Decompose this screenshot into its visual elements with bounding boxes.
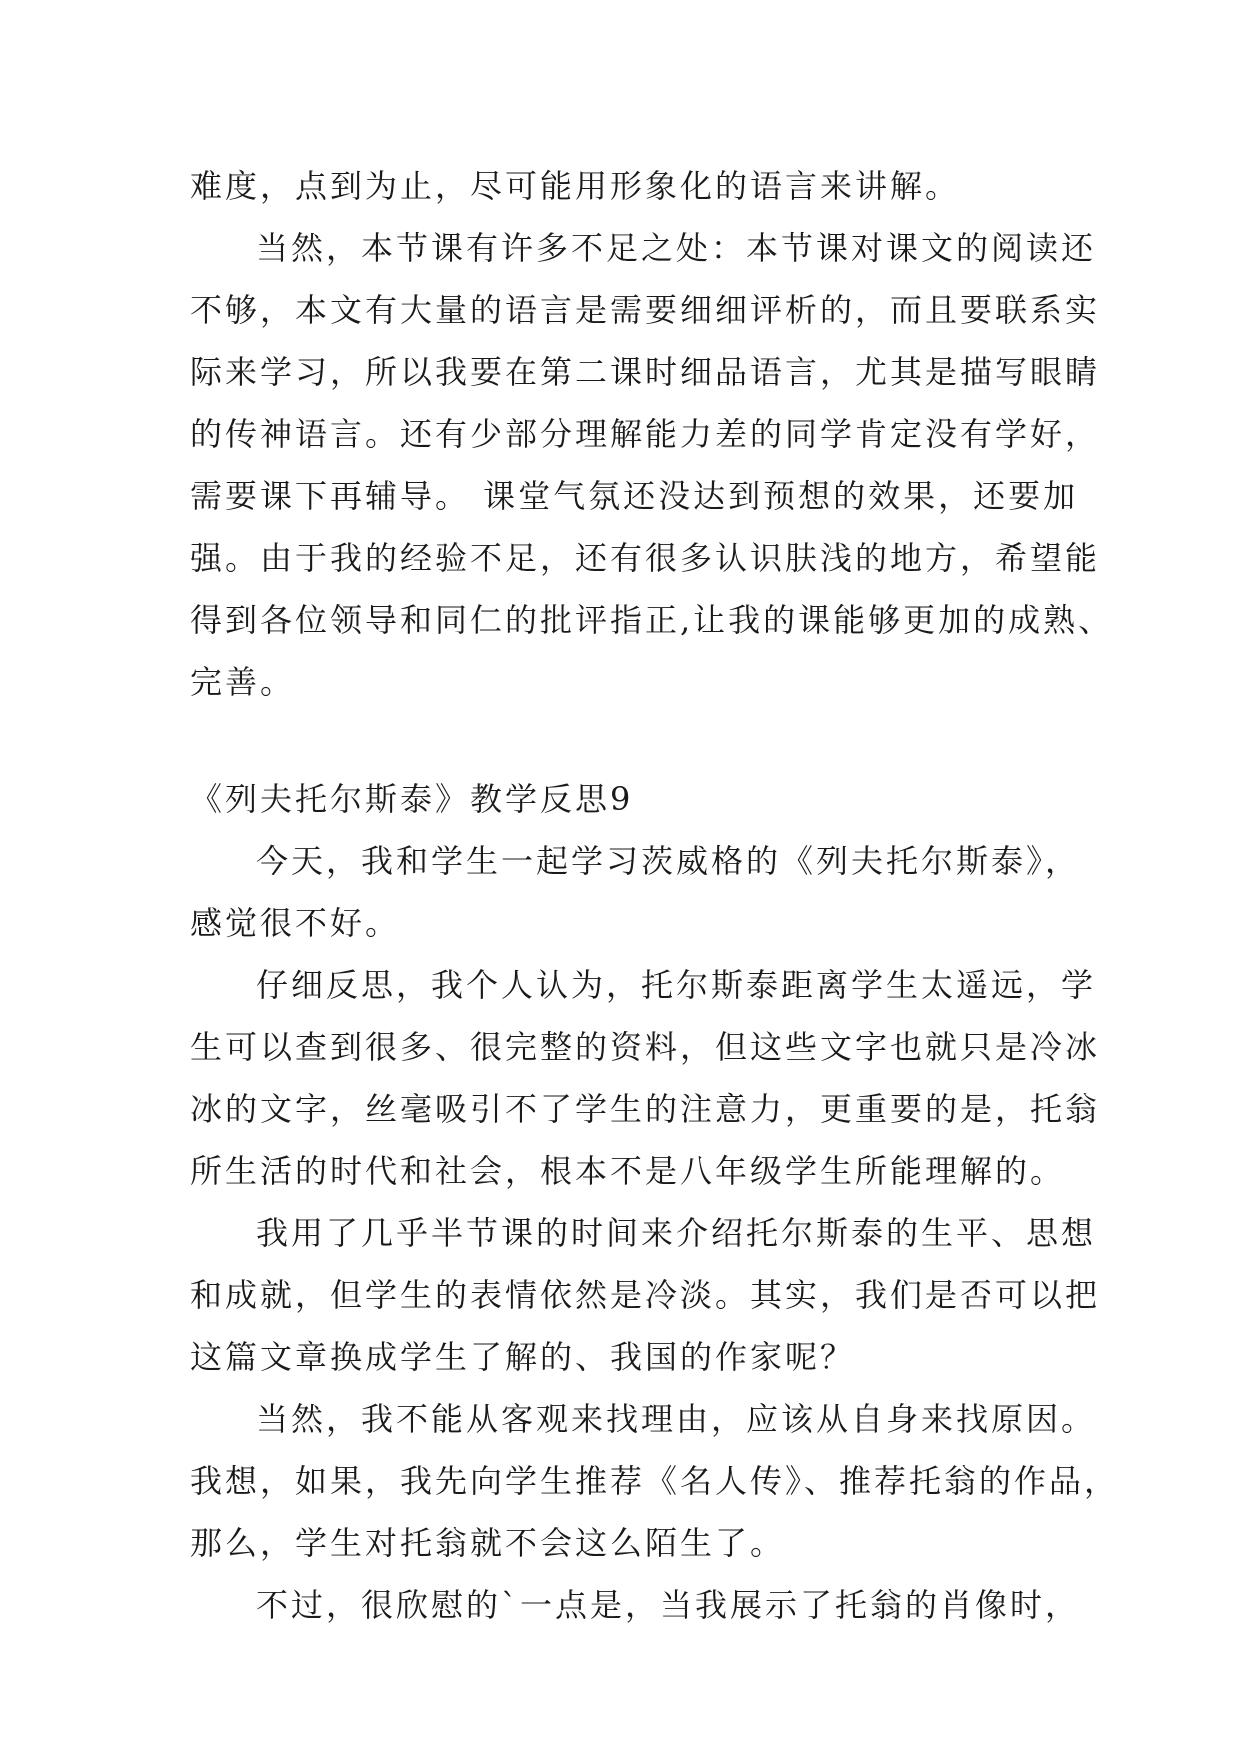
- text-line: 的传神语言。还有少部分理解能力差的同学肯定没有学好，: [190, 415, 1101, 453]
- text-line: 今天，我和学生一起学习茨威格的《列夫托尔斯泰》，: [256, 842, 1081, 880]
- text-line: 完善。: [190, 663, 296, 701]
- section-reflection-9: [190, 768, 1120, 1636]
- paragraph-previous-conclusion: [190, 155, 1114, 713]
- text-line: 这篇文章换成学生了解的、我国的作家呢？: [190, 1338, 856, 1376]
- text-line: 不够，本文有大量的语言是需要细细评析的，而且要联系实: [190, 291, 1101, 329]
- text-line: 难度，点到为止，尽可能用形象化的语言来讲解。: [190, 167, 961, 205]
- text-line: 际来学习，所以我要在第二课时细品语言，尤其是描写眼睛: [190, 353, 1101, 391]
- document-body: [190, 155, 1120, 1636]
- text-line: 我用了几乎半节课的时间来介绍托尔斯泰的生平、思想: [256, 1214, 1097, 1252]
- text-line: 得到各位领导和同仁的批评指正,让我的课能够更加的成熟、: [190, 601, 1114, 639]
- section-title: 《列夫托尔斯泰》教学反思9: [190, 780, 634, 818]
- text-line: 当然，本节课有许多不足之处：本节课对课文的阅读还: [256, 229, 1097, 267]
- text-line: 和成就，但学生的表情依然是冷淡。其实，我们是否可以把: [190, 1276, 1101, 1314]
- text-line: 需要课下再辅导。 课堂气氛还没达到预想的效果，还要加: [190, 477, 1079, 515]
- text-line: 那么，学生对托翁就不会这么陌生了。: [190, 1524, 786, 1562]
- text-line: 冰的文字，丝毫吸引不了学生的注意力，更重要的是，托翁: [190, 1090, 1101, 1128]
- text-line: 仔细反思，我个人认为，托尔斯泰距离学生太遥远，学: [256, 966, 1097, 1004]
- text-line: 强。由于我的经验不足，还有很多认识肤浅的地方，希望能: [190, 539, 1101, 577]
- text-line: 生可以查到很多、很完整的资料，但这些文字也就只是冷冰: [190, 1028, 1101, 1066]
- text-line: 所生活的时代和社会，根本不是八年级学生所能理解的。: [190, 1152, 1066, 1190]
- text-line: 当然，我不能从客观来找理由，应该从自身来找原因。: [256, 1400, 1097, 1438]
- text-line: 不过，很欣慰的`一点是，当我展示了托翁的肖像时，: [256, 1586, 1081, 1624]
- text-line: 我想，如果，我先向学生推荐《名人传》、推荐托翁的作品，: [190, 1462, 1120, 1500]
- text-line: 感觉很不好。: [190, 904, 401, 942]
